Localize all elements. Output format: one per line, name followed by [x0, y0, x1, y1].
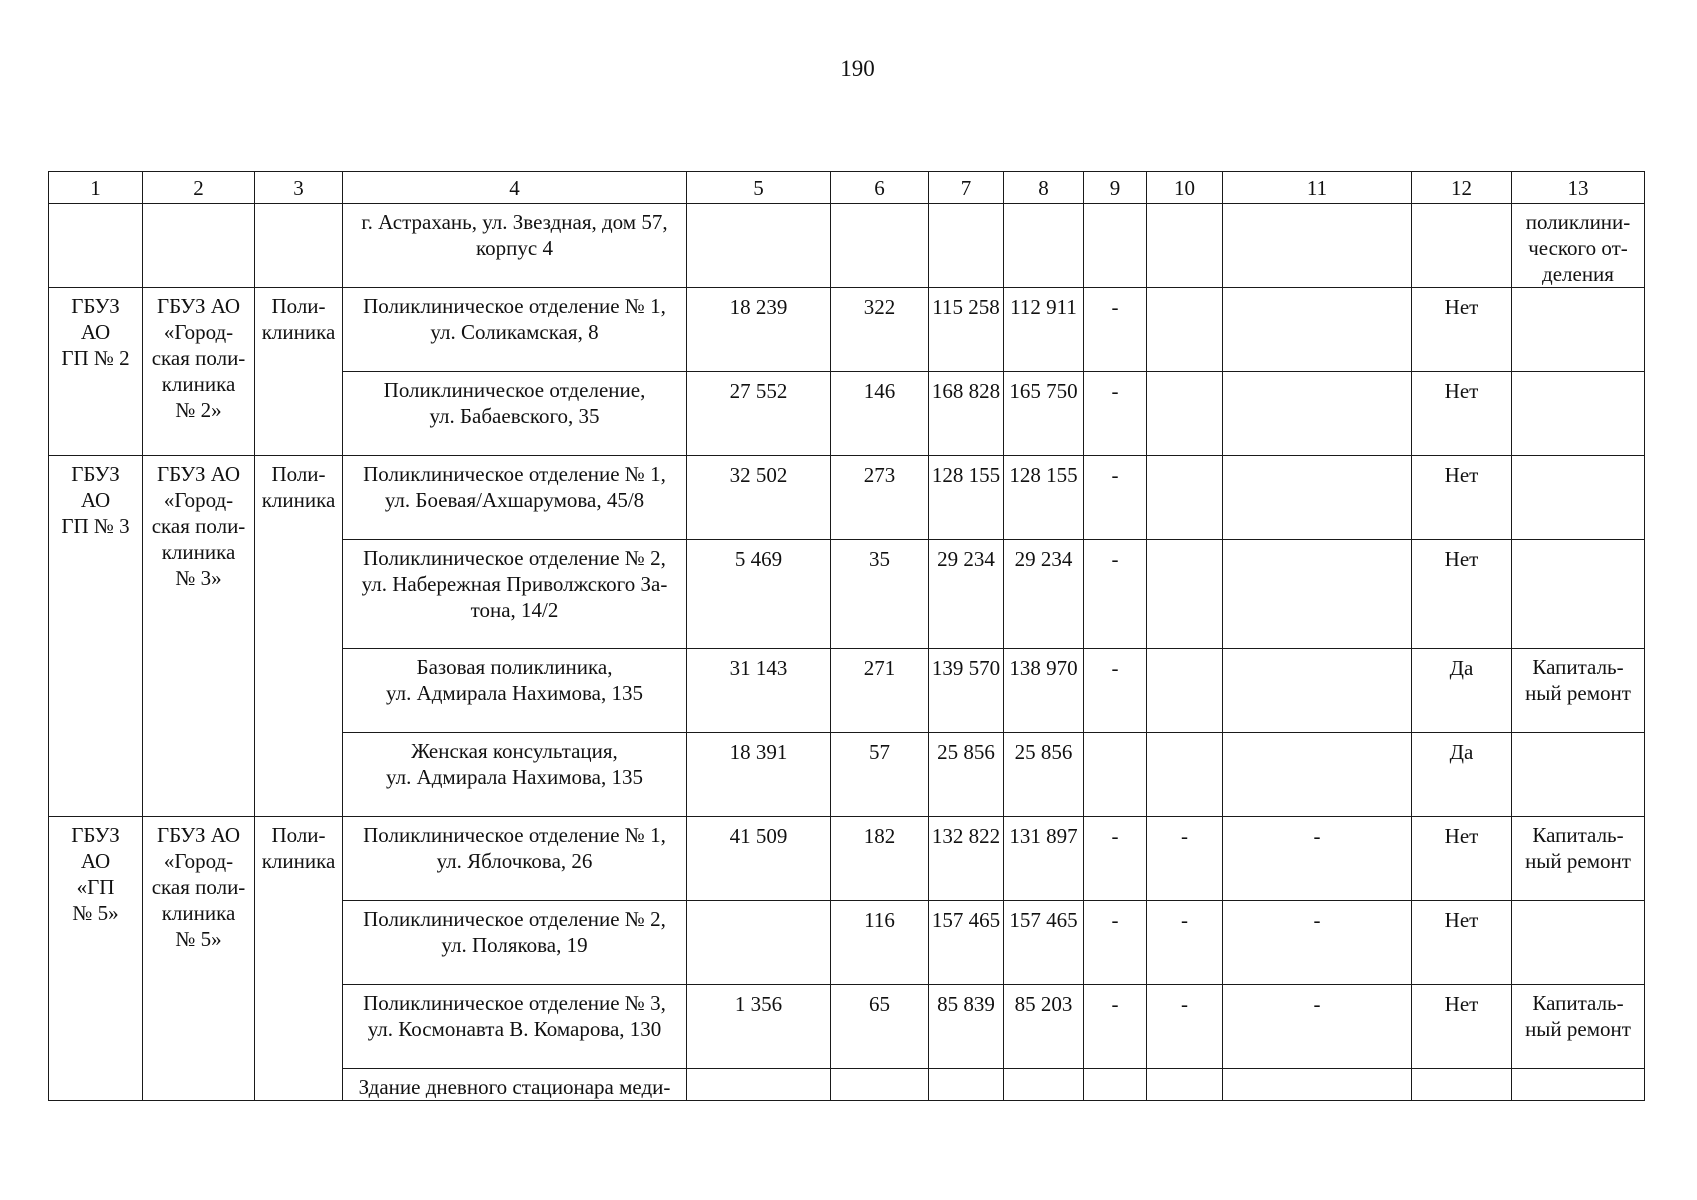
value-cell: 85 203: [1004, 985, 1084, 1069]
empty-cell: [831, 204, 929, 288]
address-cell: [343, 1069, 687, 1101]
empty-cell: [1084, 204, 1147, 288]
value-cell: 5 469: [687, 540, 831, 649]
cell-line: клиника: [161, 540, 236, 564]
empty-cell: [1147, 204, 1223, 288]
cell-line: ный ремонт: [1525, 681, 1631, 705]
address-cell: [343, 733, 687, 817]
facility-type: [255, 817, 343, 1101]
column-header: 9: [1084, 172, 1147, 204]
value-cell: 25 856: [1004, 733, 1084, 817]
org-full-name: [143, 817, 255, 1101]
cell-line: Поликлиническое отделение № 3,: [363, 991, 666, 1015]
cell-line: ГБУЗ АО: [156, 823, 241, 847]
value-cell: -: [1147, 901, 1223, 985]
value-cell: 128 155: [1004, 456, 1084, 540]
empty-cell: [929, 204, 1004, 288]
value-cell: -: [1084, 540, 1147, 649]
cell-line: ул. Адмирала Нахимова, 135: [386, 681, 643, 705]
value-cell: 322: [831, 288, 929, 372]
empty-cell: [255, 204, 343, 288]
value-cell: 146: [831, 372, 929, 456]
value-cell: [687, 901, 831, 985]
column-header: 3: [255, 172, 343, 204]
value-cell: [1147, 733, 1223, 817]
value-cell: [1412, 1069, 1512, 1101]
cell-line: «ГП: [76, 875, 115, 899]
address-cell: [343, 372, 687, 456]
empty-cell: [1223, 204, 1412, 288]
empty-cell: [49, 204, 143, 288]
value-cell: [1223, 456, 1412, 540]
cell-line: Базовая поликлиника,: [416, 655, 613, 679]
value-cell: -: [1084, 817, 1147, 901]
cell-line: ул. Полякова, 19: [441, 933, 588, 957]
value-cell: [1147, 372, 1223, 456]
value-cell: -: [1084, 372, 1147, 456]
value-cell: [831, 1069, 929, 1101]
cell-line: деления: [1542, 262, 1614, 286]
value-cell: 131 897: [1004, 817, 1084, 901]
cell-line: Здание дневного стационара меди-: [358, 1075, 671, 1099]
value-cell: 41 509: [687, 817, 831, 901]
value-cell: [687, 1069, 831, 1101]
value-cell: 27 552: [687, 372, 831, 456]
address-cell: [343, 456, 687, 540]
cell-line: ская поли-: [151, 875, 246, 899]
cell-line: Поли-: [271, 823, 326, 847]
header-row: [49, 172, 1645, 204]
cell-line: «Город-: [163, 488, 234, 512]
cell-line: Поликлиническое отделение № 2,: [363, 546, 666, 570]
cell-line: ГП № 2: [61, 346, 130, 370]
note-cell: [1512, 901, 1645, 985]
value-cell: 128 155: [929, 456, 1004, 540]
value-cell: 29 234: [1004, 540, 1084, 649]
value-cell: 165 750: [1004, 372, 1084, 456]
value-cell: [1223, 540, 1412, 649]
column-header: 8: [1004, 172, 1084, 204]
value-cell: -: [1084, 985, 1147, 1069]
cell-line: клиника: [261, 320, 336, 344]
cell-line: «Город-: [163, 849, 234, 873]
org-short-name: [49, 817, 143, 1101]
value-cell: -: [1147, 817, 1223, 901]
value-cell: 157 465: [1004, 901, 1084, 985]
cell-line: г. Астрахань, ул. Звездная, дом 57,: [361, 210, 668, 234]
address-cell: [343, 540, 687, 649]
table-row: [49, 817, 1645, 901]
cell-line: ческого от-: [1528, 236, 1628, 260]
note-cell: [1512, 733, 1645, 817]
cell-line: ГБУЗ: [71, 823, 120, 847]
cell-line: Поли-: [271, 462, 326, 486]
note-cell: [1512, 372, 1645, 456]
cell-line: ул. Космонавта В. Комарова, 130: [367, 1017, 662, 1041]
value-cell: Нет: [1412, 817, 1512, 901]
cell-line: Поликлиническое отделение № 2,: [363, 907, 666, 931]
value-cell: [1147, 649, 1223, 733]
empty-cell: [687, 204, 831, 288]
cell-line: Капиталь-: [1532, 823, 1624, 847]
cell-line: ская поли-: [151, 514, 246, 538]
cell-line: ГБУЗ: [71, 462, 120, 486]
value-cell: 115 258: [929, 288, 1004, 372]
cell-line: ская поли-: [151, 346, 246, 370]
cell-line: корпус 4: [476, 236, 553, 260]
org-full-name: [143, 288, 255, 456]
value-cell: 29 234: [929, 540, 1004, 649]
empty-cell: [143, 204, 255, 288]
value-cell: -: [1223, 985, 1412, 1069]
table-row: [49, 204, 1645, 288]
value-cell: [1147, 456, 1223, 540]
column-header: 10: [1147, 172, 1223, 204]
value-cell: [1223, 372, 1412, 456]
cell-line: № 3»: [175, 566, 222, 590]
note-cell: [1512, 456, 1645, 540]
note-cell: [1512, 540, 1645, 649]
cell-line: ГП № 3: [61, 514, 130, 538]
note-cell: [1512, 288, 1645, 372]
org-short-name: [49, 456, 143, 817]
column-header: 5: [687, 172, 831, 204]
column-header: 13: [1512, 172, 1645, 204]
cell-line: тона, 14/2: [470, 598, 559, 622]
cell-line: ул. Соликамская, 8: [430, 320, 599, 344]
note-cell: [1512, 1069, 1645, 1101]
cell-line: ный ремонт: [1525, 849, 1631, 873]
value-cell: -: [1223, 817, 1412, 901]
value-cell: 85 839: [929, 985, 1004, 1069]
value-cell: 31 143: [687, 649, 831, 733]
cell-line: АО: [80, 488, 111, 512]
empty-cell: [1412, 204, 1512, 288]
facility-type: [255, 288, 343, 456]
value-cell: 32 502: [687, 456, 831, 540]
value-cell: 65: [831, 985, 929, 1069]
cell-line: ул. Бабаевского, 35: [429, 404, 600, 428]
value-cell: Да: [1412, 733, 1512, 817]
column-header: 11: [1223, 172, 1412, 204]
value-cell: 138 970: [1004, 649, 1084, 733]
address-cell: [343, 649, 687, 733]
cell-line: клиника: [161, 901, 236, 925]
cell-line: ул. Яблочкова, 26: [436, 849, 593, 873]
value-cell: 18 391: [687, 733, 831, 817]
column-header: 7: [929, 172, 1004, 204]
value-cell: [1223, 733, 1412, 817]
value-cell: 35: [831, 540, 929, 649]
value-cell: -: [1147, 985, 1223, 1069]
note-cell: [1512, 985, 1645, 1069]
value-cell: 139 570: [929, 649, 1004, 733]
address-cell: [343, 817, 687, 901]
cell-line: № 5»: [72, 901, 119, 925]
column-header: 6: [831, 172, 929, 204]
cell-line: ГБУЗ: [71, 294, 120, 318]
org-full-name: [143, 456, 255, 817]
cell-line: Капиталь-: [1532, 991, 1624, 1015]
value-cell: 168 828: [929, 372, 1004, 456]
value-cell: [929, 1069, 1004, 1101]
value-cell: -: [1223, 901, 1412, 985]
value-cell: Нет: [1412, 372, 1512, 456]
value-cell: 18 239: [687, 288, 831, 372]
cell-line: ул. Боевая/Ахшарумова, 45/8: [384, 488, 645, 512]
value-cell: [1004, 1069, 1084, 1101]
cell-line: клиника: [261, 488, 336, 512]
cell-line: Поли-: [271, 294, 326, 318]
cell-line: Поликлиническое отделение,: [383, 378, 646, 402]
value-cell: Нет: [1412, 540, 1512, 649]
column-header: 1: [49, 172, 143, 204]
value-cell: Да: [1412, 649, 1512, 733]
value-cell: [1147, 288, 1223, 372]
column-header: 4: [343, 172, 687, 204]
value-cell: Нет: [1412, 288, 1512, 372]
facility-type: [255, 456, 343, 817]
address-cell: [343, 204, 687, 288]
cell-line: Капиталь-: [1532, 655, 1624, 679]
table-row: [49, 288, 1645, 372]
cell-line: ул. Адмирала Нахимова, 135: [386, 765, 643, 789]
cell-line: Женская консультация,: [411, 739, 618, 763]
page-number: 190: [840, 56, 875, 81]
column-header: 12: [1412, 172, 1512, 204]
org-short-name: [49, 288, 143, 456]
address-cell: [343, 288, 687, 372]
value-cell: -: [1084, 901, 1147, 985]
cell-line: ный ремонт: [1525, 1017, 1631, 1041]
value-cell: -: [1084, 649, 1147, 733]
value-cell: 25 856: [929, 733, 1004, 817]
value-cell: [1223, 649, 1412, 733]
cell-line: «Город-: [163, 320, 234, 344]
value-cell: 116: [831, 901, 929, 985]
cell-line: № 2»: [175, 398, 222, 422]
cell-line: клиника: [261, 849, 336, 873]
cell-line: клиника: [161, 372, 236, 396]
value-cell: Нет: [1412, 456, 1512, 540]
value-cell: 112 911: [1004, 288, 1084, 372]
value-cell: [1084, 733, 1147, 817]
value-cell: 273: [831, 456, 929, 540]
value-cell: 157 465: [929, 901, 1004, 985]
value-cell: -: [1084, 288, 1147, 372]
cell-line: АО: [80, 320, 111, 344]
address-cell: [343, 985, 687, 1069]
value-cell: -: [1084, 456, 1147, 540]
value-cell: 1 356: [687, 985, 831, 1069]
value-cell: 57: [831, 733, 929, 817]
table-row: [49, 456, 1645, 540]
value-cell: [1147, 1069, 1223, 1101]
note-cell: [1512, 649, 1645, 733]
value-cell: 271: [831, 649, 929, 733]
facilities-table: [48, 171, 1645, 1101]
value-cell: [1223, 1069, 1412, 1101]
cell-line: поликлини-: [1525, 210, 1631, 234]
cell-line: АО: [80, 849, 111, 873]
cell-line: ГБУЗ АО: [156, 294, 241, 318]
value-cell: [1147, 540, 1223, 649]
cell-line: Поликлиническое отделение № 1,: [363, 823, 666, 847]
value-cell: Нет: [1412, 901, 1512, 985]
value-cell: 182: [831, 817, 929, 901]
cell-line: ул. Набережная Приволжского За-: [361, 572, 668, 596]
cell-line: Поликлиническое отделение № 1,: [363, 462, 666, 486]
note-cell: [1512, 817, 1645, 901]
note-cell: [1512, 204, 1645, 288]
cell-line: ГБУЗ АО: [156, 462, 241, 486]
value-cell: [1084, 1069, 1147, 1101]
empty-cell: [1004, 204, 1084, 288]
table-body: [49, 172, 1645, 1101]
value-cell: Нет: [1412, 985, 1512, 1069]
address-cell: [343, 901, 687, 985]
value-cell: [1223, 288, 1412, 372]
value-cell: 132 822: [929, 817, 1004, 901]
cell-line: № 5»: [175, 927, 222, 951]
cell-line: Поликлиническое отделение № 1,: [363, 294, 666, 318]
column-header: 2: [143, 172, 255, 204]
